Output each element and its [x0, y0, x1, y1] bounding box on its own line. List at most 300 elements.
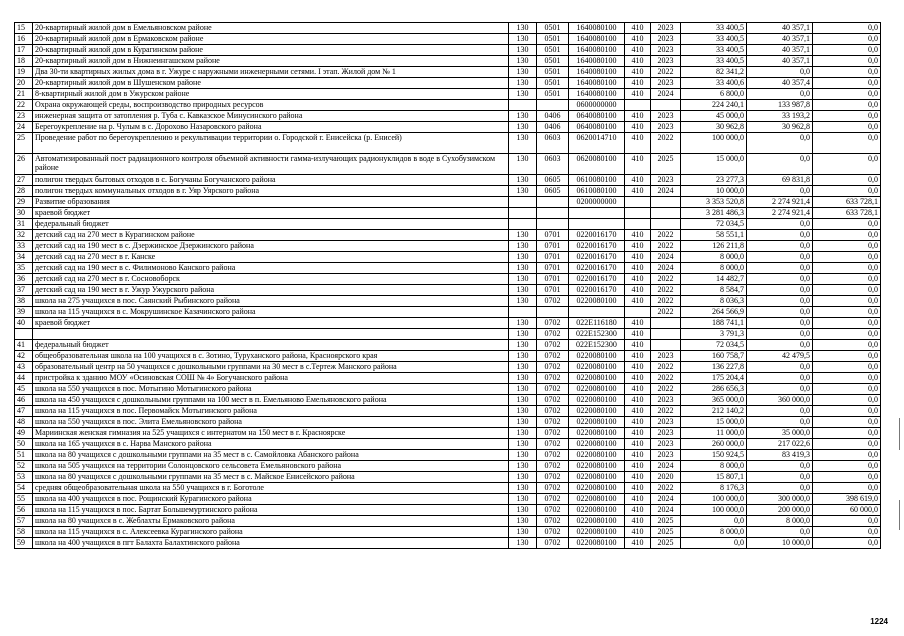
- section-code: 0702: [537, 384, 569, 395]
- amount-year-2: 0,0: [747, 133, 813, 154]
- target-article-code: [569, 219, 625, 230]
- expense-type-code: [625, 219, 651, 230]
- department-code: 130: [509, 154, 537, 175]
- row-number: 18: [15, 56, 33, 67]
- object-name: инженерная защита от затопления р. Туба с. Кавказское Минусинского района: [33, 111, 509, 122]
- table-row: [15, 263, 881, 274]
- commissioning-year: 2023: [651, 450, 681, 461]
- expense-type-code: 410: [625, 373, 651, 384]
- target-article-code: 0220080100: [569, 428, 625, 439]
- amount-year-3: 0,0: [813, 133, 881, 154]
- object-name: Мариинская женская гимназия на 525 учащихся с интернатом на 150 мест в г. Красноярске: [33, 428, 509, 439]
- amount-year-3: 0,0: [813, 296, 881, 307]
- department-code: 130: [509, 450, 537, 461]
- amount-year-2: 40 357,4: [747, 78, 813, 89]
- row-number: 21: [15, 89, 33, 100]
- section-code: 0501: [537, 56, 569, 67]
- target-article-code: 0220016170: [569, 285, 625, 296]
- amount-year-2: 0,0: [747, 340, 813, 351]
- commissioning-year: 2024: [651, 186, 681, 197]
- department-code: 130: [509, 252, 537, 263]
- amount-year-3: 0,0: [813, 351, 881, 362]
- section-code: 0702: [537, 461, 569, 472]
- amount-year-1: 15 807,1: [681, 472, 747, 483]
- amount-year-1: 0,0: [681, 538, 747, 549]
- target-article-code: 0220080100: [569, 373, 625, 384]
- amount-year-2: 69 831,8: [747, 175, 813, 186]
- row-number: 35: [15, 263, 33, 274]
- target-article-code: 0220080100: [569, 527, 625, 538]
- section-code: 0701: [537, 274, 569, 285]
- amount-year-1: 6 800,0: [681, 89, 747, 100]
- amount-year-3: 0,0: [813, 34, 881, 45]
- commissioning-year: 2023: [651, 417, 681, 428]
- section-code: 0603: [537, 133, 569, 154]
- row-number: 17: [15, 45, 33, 56]
- table-row: [15, 89, 881, 100]
- expense-type-code: 410: [625, 56, 651, 67]
- department-code: 130: [509, 483, 537, 494]
- object-name: общеобразовательная школа на 100 учащихся в с. Зотино, Туруханского района, Красноярского края: [33, 351, 509, 362]
- row-number: 42: [15, 351, 33, 362]
- object-name: 8-квартирный жилой дом в Ужурском районе: [33, 89, 509, 100]
- amount-year-1: 188 741,1: [681, 318, 747, 329]
- amount-year-2: 360 000,0: [747, 395, 813, 406]
- department-code: 130: [509, 230, 537, 241]
- commissioning-year: 2022: [651, 362, 681, 373]
- department-code: 130: [509, 428, 537, 439]
- target-article-code: 0620014710: [569, 133, 625, 154]
- amount-year-1: 23 277,3: [681, 175, 747, 186]
- table-row: [15, 122, 881, 133]
- section-code: 0702: [537, 417, 569, 428]
- table-row: [15, 450, 881, 461]
- expense-type-code: 410: [625, 34, 651, 45]
- expense-type-code: 410: [625, 111, 651, 122]
- section-code: 0702: [537, 450, 569, 461]
- section-code: 0605: [537, 186, 569, 197]
- commissioning-year: 2023: [651, 111, 681, 122]
- row-number: 20: [15, 78, 33, 89]
- object-name: школа на 400 учащихся в пос. Рощинский Курагинского района: [33, 494, 509, 505]
- expense-type-code: 410: [625, 450, 651, 461]
- object-name: 20-квартирный жилой дом в Курагинском районе: [33, 45, 509, 56]
- object-name: Два 30-ти квартирных жилых дома в г. Ужуре с наружными инженерными сетями. I этап. Жилой дом № 1: [33, 67, 509, 78]
- object-name: краевой бюджет: [33, 318, 509, 329]
- table-row: [15, 175, 881, 186]
- department-code: 130: [509, 122, 537, 133]
- target-article-code: 022E116180: [569, 318, 625, 329]
- expense-type-code: 410: [625, 505, 651, 516]
- amount-year-1: 212 140,2: [681, 406, 747, 417]
- object-name: школа на 550 учащихся в пос. Элита Емельяновского района: [33, 417, 509, 428]
- expense-type-code: 410: [625, 285, 651, 296]
- commissioning-year: [651, 318, 681, 329]
- department-code: 130: [509, 318, 537, 329]
- department-code: 130: [509, 373, 537, 384]
- amount-year-1: 45 000,0: [681, 111, 747, 122]
- department-code: 130: [509, 417, 537, 428]
- row-number: 48: [15, 417, 33, 428]
- amount-year-1: 8 000,0: [681, 252, 747, 263]
- amount-year-2: 0,0: [747, 329, 813, 340]
- amount-year-3: 0,0: [813, 154, 881, 175]
- amount-year-1: 10 000,0: [681, 186, 747, 197]
- object-name: 20-квартирный жилой дом в Шушенском районе: [33, 78, 509, 89]
- commissioning-year: 2023: [651, 428, 681, 439]
- object-name: школа на 115 учащихся в пос. Первомайск Мотыгинского района: [33, 406, 509, 417]
- department-code: 130: [509, 241, 537, 252]
- department-code: 130: [509, 395, 537, 406]
- commissioning-year: 2024: [651, 252, 681, 263]
- amount-year-1: 72 034,5: [681, 340, 747, 351]
- table-row: [15, 428, 881, 439]
- object-name: детский сад на 270 мест в г. Канске: [33, 252, 509, 263]
- amount-year-1: 33 400,6: [681, 78, 747, 89]
- amount-year-3: 0,0: [813, 395, 881, 406]
- department-code: 130: [509, 263, 537, 274]
- commissioning-year: 2022: [651, 384, 681, 395]
- amount-year-1: 33 400,5: [681, 45, 747, 56]
- amount-year-2: 0,0: [747, 263, 813, 274]
- section-code: 0702: [537, 483, 569, 494]
- department-code: [509, 208, 537, 219]
- expense-type-code: 410: [625, 340, 651, 351]
- object-name: школа на 275 учащихся в пос. Саянский Рыбинского района: [33, 296, 509, 307]
- section-code: 0701: [537, 252, 569, 263]
- expense-type-code: 410: [625, 483, 651, 494]
- section-code: 0702: [537, 516, 569, 527]
- table-row: [15, 395, 881, 406]
- section-code: 0702: [537, 527, 569, 538]
- scan-edge-mark: [899, 500, 900, 530]
- department-code: 130: [509, 34, 537, 45]
- commissioning-year: 2024: [651, 89, 681, 100]
- target-article-code: 1640080100: [569, 89, 625, 100]
- amount-year-2: 0,0: [747, 274, 813, 285]
- target-article-code: 0220016170: [569, 274, 625, 285]
- commissioning-year: [651, 197, 681, 208]
- table-row: [15, 285, 881, 296]
- commissioning-year: 2023: [651, 351, 681, 362]
- amount-year-3: 0,0: [813, 186, 881, 197]
- commissioning-year: 2025: [651, 538, 681, 549]
- budget-table-page: [14, 22, 881, 549]
- object-name: полигон твердых коммунальных отходов в г. Уяр Уярского района: [33, 186, 509, 197]
- amount-year-2: 40 357,1: [747, 23, 813, 34]
- amount-year-3: 0,0: [813, 307, 881, 318]
- target-article-code: 0220080100: [569, 417, 625, 428]
- table-row: [15, 461, 881, 472]
- object-name: детский сад на 190 мест в с. Филимоново Канского района: [33, 263, 509, 274]
- object-name: школа на 115 учащихся в пос. Бартат Большемуртинского района: [33, 505, 509, 516]
- row-number: 51: [15, 450, 33, 461]
- amount-year-2: 200 000,0: [747, 505, 813, 516]
- commissioning-year: 2022: [651, 230, 681, 241]
- amount-year-3: 0,0: [813, 461, 881, 472]
- department-code: 130: [509, 340, 537, 351]
- table-row: [15, 340, 881, 351]
- amount-year-3: 0,0: [813, 472, 881, 483]
- amount-year-2: 300 000,0: [747, 494, 813, 505]
- table-row: [15, 417, 881, 428]
- amount-year-1: 8 000,0: [681, 527, 747, 538]
- target-article-code: 0600000000: [569, 100, 625, 111]
- commissioning-year: [651, 340, 681, 351]
- table-row: [15, 56, 881, 67]
- target-article-code: 1640080100: [569, 34, 625, 45]
- expense-type-code: 410: [625, 45, 651, 56]
- section-code: 0702: [537, 428, 569, 439]
- commissioning-year: 2022: [651, 406, 681, 417]
- commissioning-year: 2023: [651, 34, 681, 45]
- row-number: 50: [15, 439, 33, 450]
- table-row: [15, 505, 881, 516]
- section-code: [537, 307, 569, 318]
- object-name: детский сад на 190 мест в с. Дзержинское Дзержинского района: [33, 241, 509, 252]
- section-code: 0701: [537, 230, 569, 241]
- amount-year-1: 11 000,0: [681, 428, 747, 439]
- expense-type-code: [625, 197, 651, 208]
- row-number: 54: [15, 483, 33, 494]
- amount-year-1: 82 341,2: [681, 67, 747, 78]
- commissioning-year: 2023: [651, 439, 681, 450]
- object-name: Берегоукрепление на р. Чулым в с. Дорохово Назаровского района: [33, 122, 509, 133]
- target-article-code: [569, 208, 625, 219]
- table-row: [15, 373, 881, 384]
- section-code: [537, 197, 569, 208]
- object-name: школа на 550 учащихся в пос. Мотыгино Мотыгинского района: [33, 384, 509, 395]
- amount-year-2: 0,0: [747, 373, 813, 384]
- expense-type-code: 410: [625, 67, 651, 78]
- object-name: школа на 80 учащихся с дошкольными группами на 35 мест в с. Самойловка Абанского района: [33, 450, 509, 461]
- row-number: 24: [15, 122, 33, 133]
- amount-year-2: 33 193,2: [747, 111, 813, 122]
- amount-year-1: 58 551,1: [681, 230, 747, 241]
- amount-year-1: 8 000,0: [681, 461, 747, 472]
- row-number: 45: [15, 384, 33, 395]
- amount-year-3: 0,0: [813, 45, 881, 56]
- table-row: [15, 45, 881, 56]
- amount-year-2: 0,0: [747, 252, 813, 263]
- amount-year-3: 0,0: [813, 516, 881, 527]
- table-row: [15, 472, 881, 483]
- table-row: [15, 274, 881, 285]
- row-number: 43: [15, 362, 33, 373]
- row-number: 55: [15, 494, 33, 505]
- table-row: [15, 154, 881, 175]
- amount-year-2: 42 479,5: [747, 351, 813, 362]
- section-code: 0501: [537, 34, 569, 45]
- table-row: [15, 406, 881, 417]
- row-number: 19: [15, 67, 33, 78]
- target-article-code: 0220080100: [569, 516, 625, 527]
- amount-year-2: 0,0: [747, 285, 813, 296]
- amount-year-3: 0,0: [813, 527, 881, 538]
- target-article-code: 0220080100: [569, 351, 625, 362]
- expense-type-code: 410: [625, 263, 651, 274]
- table-row: [15, 241, 881, 252]
- department-code: [509, 100, 537, 111]
- expense-type-code: 410: [625, 274, 651, 285]
- target-article-code: 0640080100: [569, 122, 625, 133]
- target-article-code: 0640080100: [569, 111, 625, 122]
- budget-table: [14, 22, 881, 549]
- commissioning-year: 2024: [651, 263, 681, 274]
- expense-type-code: 410: [625, 89, 651, 100]
- commissioning-year: 2023: [651, 122, 681, 133]
- object-name: Развитие образования: [33, 197, 509, 208]
- object-name: образовательный центр на 50 учащихся с дошкольными группами на 30 мест в с.Тертеж Манского района: [33, 362, 509, 373]
- table-row: [15, 329, 881, 340]
- section-code: 0406: [537, 111, 569, 122]
- commissioning-year: 2023: [651, 23, 681, 34]
- department-code: 130: [509, 186, 537, 197]
- department-code: [509, 219, 537, 230]
- amount-year-2: 133 987,8: [747, 100, 813, 111]
- amount-year-3: 0,0: [813, 439, 881, 450]
- section-code: 0702: [537, 472, 569, 483]
- amount-year-2: 0,0: [747, 67, 813, 78]
- section-code: 0501: [537, 89, 569, 100]
- target-article-code: 0220080100: [569, 362, 625, 373]
- commissioning-year: 2022: [651, 483, 681, 494]
- row-number: 30: [15, 208, 33, 219]
- object-name: средняя общеобразовательная школа на 550 учащихся в г. Боготоле: [33, 483, 509, 494]
- expense-type-code: [625, 100, 651, 111]
- expense-type-code: 410: [625, 122, 651, 133]
- target-article-code: 0610080100: [569, 186, 625, 197]
- amount-year-3: 0,0: [813, 78, 881, 89]
- amount-year-3: 0,0: [813, 230, 881, 241]
- section-code: 0702: [537, 296, 569, 307]
- table-row: [15, 384, 881, 395]
- expense-type-code: 410: [625, 417, 651, 428]
- expense-type-code: 410: [625, 241, 651, 252]
- table-row: [15, 230, 881, 241]
- row-number: 16: [15, 34, 33, 45]
- target-article-code: 0220080100: [569, 384, 625, 395]
- table-row: [15, 296, 881, 307]
- row-number: 29: [15, 197, 33, 208]
- amount-year-2: 0,0: [747, 527, 813, 538]
- table-row: [15, 307, 881, 318]
- amount-year-3: 0,0: [813, 263, 881, 274]
- amount-year-1: 15 000,0: [681, 154, 747, 175]
- row-number: 36: [15, 274, 33, 285]
- target-article-code: 1640080100: [569, 45, 625, 56]
- object-name: школа на 115 учащихся в с. Мокрушинское Казачинского района: [33, 307, 509, 318]
- page-number: 1224: [870, 617, 888, 626]
- amount-year-1: 100 000,0: [681, 505, 747, 516]
- target-article-code: 022E152300: [569, 329, 625, 340]
- section-code: 0702: [537, 494, 569, 505]
- table-row: [15, 208, 881, 219]
- section-code: 0603: [537, 154, 569, 175]
- expense-type-code: 410: [625, 428, 651, 439]
- department-code: 130: [509, 296, 537, 307]
- row-number: 53: [15, 472, 33, 483]
- amount-year-2: 35 000,0: [747, 428, 813, 439]
- table-row: [15, 100, 881, 111]
- target-article-code: 0620080100: [569, 154, 625, 175]
- row-number: [15, 329, 33, 340]
- target-article-code: 0220016170: [569, 230, 625, 241]
- amount-year-3: 0,0: [813, 122, 881, 133]
- commissioning-year: 2024: [651, 505, 681, 516]
- expense-type-code: 410: [625, 78, 651, 89]
- row-number: 40: [15, 318, 33, 329]
- amount-year-1: 160 758,7: [681, 351, 747, 362]
- amount-year-3: 0,0: [813, 274, 881, 285]
- object-name: школа на 400 учащихся в пгт Балахта Балахтинского района: [33, 538, 509, 549]
- row-number: 33: [15, 241, 33, 252]
- row-number: 57: [15, 516, 33, 527]
- amount-year-2: 0,0: [747, 89, 813, 100]
- row-number: 26: [15, 154, 33, 175]
- department-code: 130: [509, 285, 537, 296]
- target-article-code: 0220080100: [569, 395, 625, 406]
- commissioning-year: [651, 329, 681, 340]
- amount-year-2: 0,0: [747, 483, 813, 494]
- commissioning-year: 2022: [651, 373, 681, 384]
- table-row: [15, 483, 881, 494]
- amount-year-1: 100 000,0: [681, 133, 747, 154]
- expense-type-code: 410: [625, 329, 651, 340]
- amount-year-1: 126 211,8: [681, 241, 747, 252]
- section-code: 0701: [537, 241, 569, 252]
- expense-type-code: 410: [625, 186, 651, 197]
- section-code: [537, 208, 569, 219]
- target-article-code: 0220080100: [569, 505, 625, 516]
- amount-year-3: 0,0: [813, 384, 881, 395]
- row-number: 15: [15, 23, 33, 34]
- section-code: 0702: [537, 318, 569, 329]
- department-code: 130: [509, 406, 537, 417]
- amount-year-1: 136 227,8: [681, 362, 747, 373]
- row-number: 59: [15, 538, 33, 549]
- row-number: 22: [15, 100, 33, 111]
- amount-year-2: 0,0: [747, 307, 813, 318]
- expense-type-code: [625, 307, 651, 318]
- section-code: [537, 100, 569, 111]
- table-row: [15, 133, 881, 154]
- amount-year-3: 398 619,0: [813, 494, 881, 505]
- department-code: 130: [509, 439, 537, 450]
- object-name: школа на 505 учащихся на территории Солонцовского сельсовета Емельяновского района: [33, 461, 509, 472]
- amount-year-2: 217 022,6: [747, 439, 813, 450]
- table-row: [15, 439, 881, 450]
- target-article-code: 1640080100: [569, 23, 625, 34]
- amount-year-2: 10 000,0: [747, 538, 813, 549]
- row-number: 31: [15, 219, 33, 230]
- amount-year-1: 8 176,3: [681, 483, 747, 494]
- table-row: [15, 34, 881, 45]
- department-code: 130: [509, 329, 537, 340]
- object-name: детский сад на 270 мест в Курагинском районе: [33, 230, 509, 241]
- section-code: 0702: [537, 351, 569, 362]
- row-number: 37: [15, 285, 33, 296]
- object-name: школа на 80 учащихся с дошкольными группами на 35 мест в с. Майское Енисейского района: [33, 472, 509, 483]
- expense-type-code: 410: [625, 318, 651, 329]
- object-name: 20-квартирный жилой дом в Емельяновском районе: [33, 23, 509, 34]
- target-article-code: 022E152300: [569, 340, 625, 351]
- amount-year-2: 0,0: [747, 219, 813, 230]
- target-article-code: 0220080100: [569, 461, 625, 472]
- table-row: [15, 494, 881, 505]
- amount-year-3: 0,0: [813, 67, 881, 78]
- table-row: [15, 219, 881, 230]
